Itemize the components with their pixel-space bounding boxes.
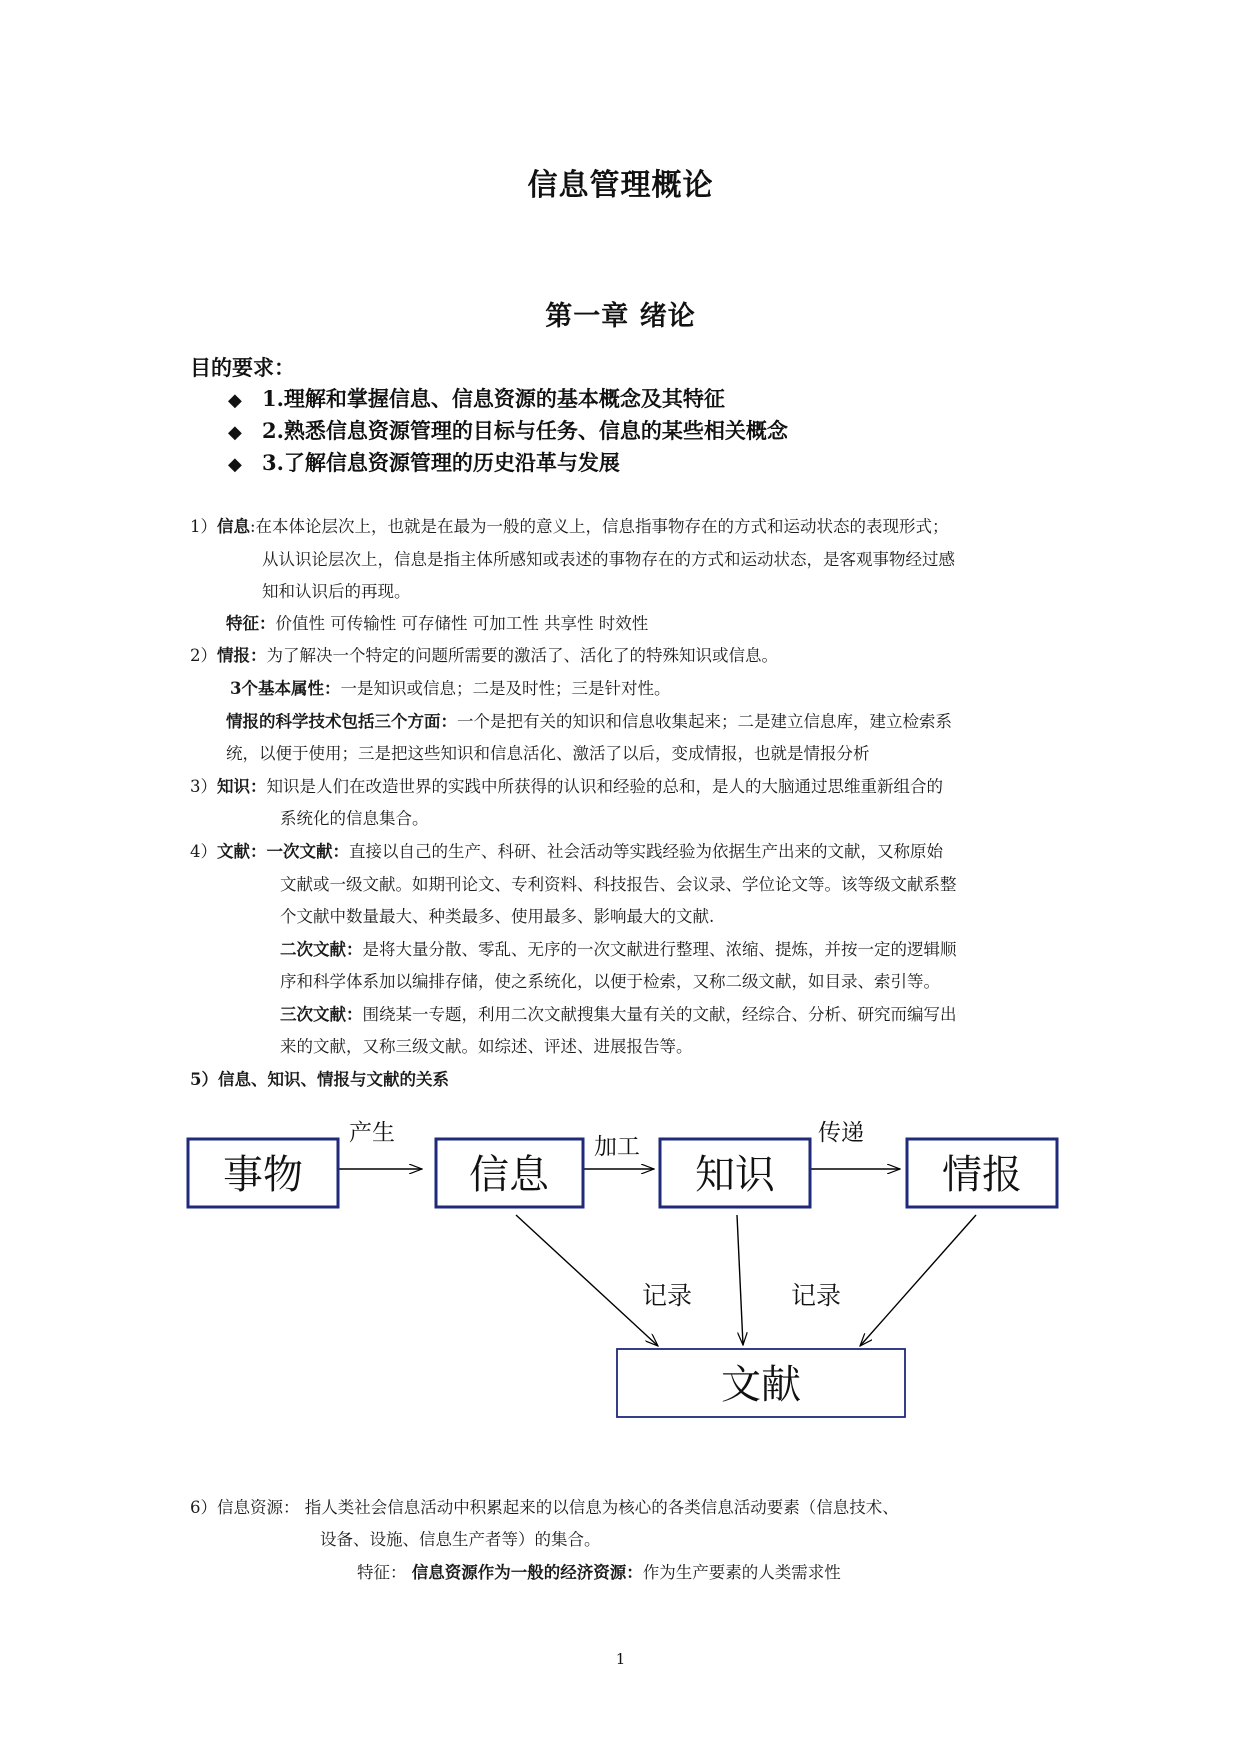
section-4-line-6 — [280, 1005, 957, 1025]
section-6-feature-label: 特征： — [357, 1563, 412, 1582]
section-6-feature-bold: 信息资源作为一般的经济资源： — [411, 1563, 643, 1582]
arrow-knowledge-to-doc — [737, 1215, 743, 1345]
attributes-text: 一是知识或信息；二是及时性；三是针对性。 — [340, 679, 671, 698]
arrow-info-to-doc — [516, 1215, 658, 1346]
edge-label-process: 加工 — [594, 1134, 640, 1160]
section-4-line-4 — [280, 940, 957, 960]
section-6-number: 6） — [190, 1498, 217, 1517]
edge-label-record-1: 记录 — [642, 1281, 693, 1310]
page-number: 1 — [615, 1650, 626, 1668]
chapter-title: 第一章 绪论 — [545, 301, 696, 332]
section-1-line-1 — [190, 517, 949, 537]
objectives-list — [228, 383, 788, 479]
diamond-bullet-icon: ◆ — [228, 422, 242, 443]
node-intel-label: 情报 — [942, 1152, 1022, 1198]
node-thing-label: 事物 — [223, 1152, 303, 1198]
secondary-doc-label: 二次文献： — [280, 940, 363, 959]
section-1-term: 信息 — [217, 517, 250, 536]
attributes-label: 3个基本属性： — [230, 679, 341, 698]
tertiary-doc-text: 围绕某一专题，利用二次文献搜集大量有关的文献，经综合、分析、研究而编写出 — [362, 1005, 957, 1024]
document-title: 信息管理概论 — [527, 168, 714, 203]
objective-item — [228, 383, 788, 415]
section-2-line-1 — [190, 646, 778, 666]
objective-text: 3.了解信息资源管理的历史沿革与发展 — [262, 450, 620, 475]
objectives-heading: 目的要求： — [190, 355, 295, 380]
section-6-feature-text: 作为生产要素的人类需求性 — [642, 1563, 841, 1582]
diamond-bullet-icon: ◆ — [228, 454, 242, 475]
section-2-attributes — [230, 679, 670, 699]
section-5-heading: 5）信息、知识、情报与文献的关系 — [190, 1070, 449, 1089]
edge-label-produce: 产生 — [349, 1120, 395, 1146]
edge-label-record-2: 记录 — [791, 1281, 842, 1310]
tertiary-doc-label: 三次文献： — [280, 1005, 363, 1024]
section-2-text: 为了解决一个特定的问题所需要的激活了、活化了的特殊知识或信息。 — [266, 646, 778, 665]
node-info-label: 信息 — [469, 1152, 549, 1198]
section-6-line-2: 设备、设施、信息生产者等）的集合。 — [320, 1530, 601, 1549]
section-4-number: 4） — [190, 842, 217, 861]
section-2-number: 2） — [190, 646, 217, 665]
edge-label-transfer: 传递 — [818, 1120, 864, 1146]
section-4-term: 文献： — [217, 842, 267, 861]
section-3-line-2: 系统化的信息集合。 — [280, 809, 429, 828]
section-4-line-2: 文献或一级文献。如期刊论文、专利资料、科技报告、会议录、学位论文等。该等级文献系整 — [280, 875, 957, 894]
diamond-bullet-icon: ◆ — [228, 390, 242, 411]
feature-label: 特征： — [226, 614, 276, 633]
section-1-line-3: 知和认识后的再现。 — [262, 582, 411, 601]
section-3-number: 3） — [190, 777, 217, 796]
section-6-line-1 — [190, 1498, 899, 1518]
section-3-text: 知识是人们在改造世界的实践中所获得的认识和经验的总和，是人的大脑通过思维重新组合的 — [266, 777, 943, 796]
section-1-line-2: 从认识论层次上，信息是指主体所感知或表述的事物存在的方式和运动状态，是客观事物经过感 — [262, 550, 955, 569]
section-6-features — [357, 1563, 841, 1583]
objective-text: 2.熟悉信息资源管理的目标与任务、信息的某些相关概念 — [262, 418, 788, 443]
section-4-line-3: 个文献中数量最大、种类最多、使用最多、影响最大的文献. — [280, 907, 715, 926]
section-2-science-line-1 — [226, 712, 952, 732]
primary-doc-text: 直接以自己的生产、科研、社会活动等实践经验为依据生产出来的文献，又称原始 — [349, 842, 943, 861]
science-text: 一个是把有关的知识和信息收集起来；二是建立信息库，建立检索系 — [457, 712, 952, 731]
node-knowledge-label: 知识 — [695, 1152, 775, 1198]
arrow-intel-to-doc — [860, 1215, 976, 1346]
feature-text: 价值性 可传输性 可存储性 可加工性 共享性 时效性 — [275, 614, 649, 633]
primary-doc-label: 一次文献： — [266, 842, 349, 861]
objective-text: 1.理解和掌握信息、信息资源的基本概念及其特征 — [262, 386, 725, 411]
science-label: 情报的科学技术包括三个方面： — [226, 712, 457, 731]
objective-item — [228, 447, 788, 479]
section-2-term: 情报： — [217, 646, 267, 665]
section-6-text: 信息资源： 指人类社会信息活动中积累起来的以信息为核心的各类信息活动要素（信息技术、 — [217, 1498, 899, 1517]
node-doc-label: 文献 — [721, 1362, 801, 1408]
relationship-diagram — [186, 1118, 1062, 1418]
section-2-science-line-2: 统，以便于使用；三是把这些知识和信息活化、激活了以后，变成情报，也就是情报分析 — [226, 744, 870, 763]
secondary-doc-text: 是将大量分散、零乱、无序的一次文献进行整理、浓缩、提炼，并按一定的逻辑顺 — [362, 940, 957, 959]
section-4-line-7: 来的文献，又称三级文献。如综述、评述、进展报告等。 — [280, 1037, 693, 1056]
section-3-line-1 — [190, 777, 943, 797]
section-3-term: 知识： — [217, 777, 267, 796]
section-1-text: :在本体论层次上，也就是在最为一般的意义上，信息指事物存在的方式和运动状态的表现形式； — [250, 517, 949, 536]
section-1-features — [226, 614, 648, 634]
objective-item — [228, 415, 788, 447]
section-4-line-5: 序和科学体系加以编排存储，使之系统化，以便于检索，又称二级文献，如目录、索引等。 — [280, 972, 940, 991]
section-1-number: 1） — [190, 517, 217, 536]
section-4-line-1 — [190, 842, 943, 862]
